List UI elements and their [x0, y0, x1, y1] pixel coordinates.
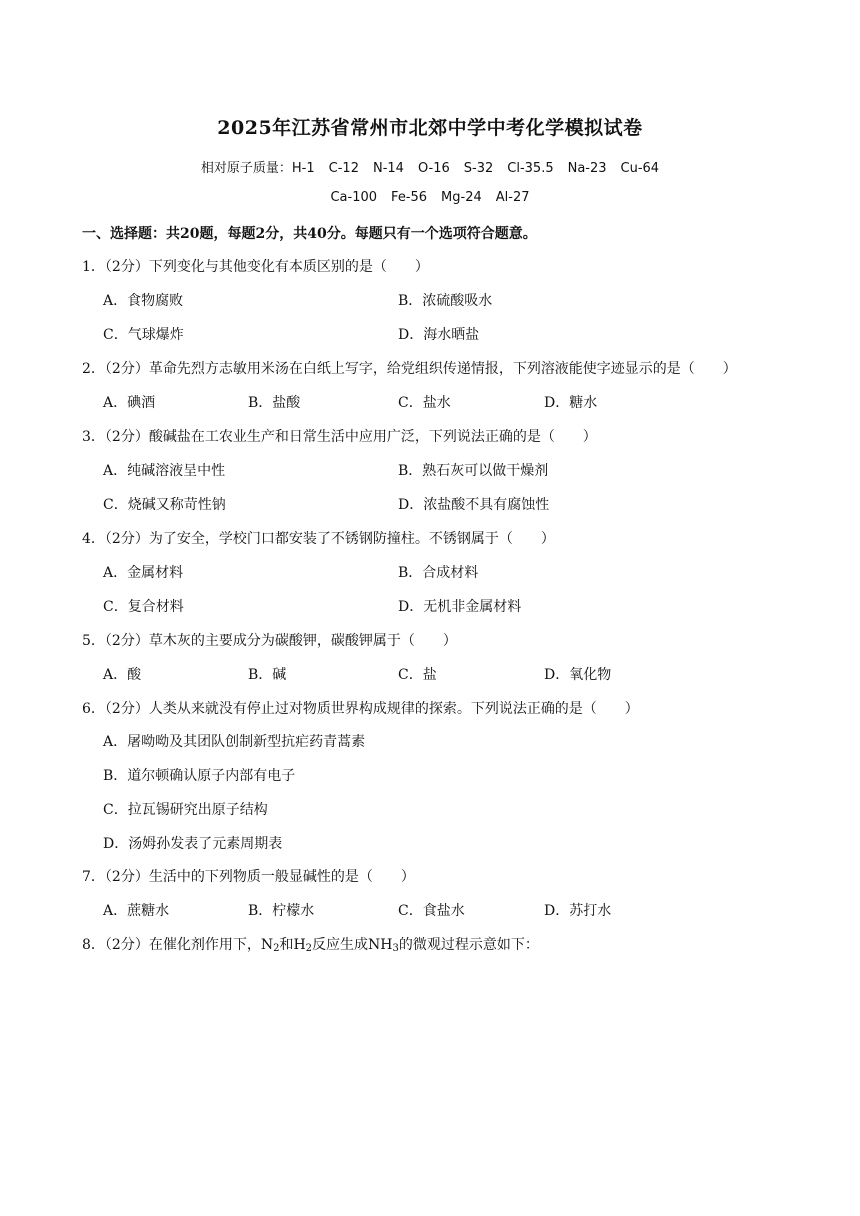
question-2-stem: 2．（2分）革命先烈方志敏用米汤在白纸上写字，给党组织传递情报，下列溶液能使字迹显示的是（ ）: [82, 361, 737, 377]
atomic-mass-item: Ca-100: [330, 190, 378, 205]
question-2-option-d: D．糖水: [544, 395, 598, 411]
question-1-option-c: C．气球爆炸: [103, 327, 184, 343]
question-4-stem: 4．（2分）为了安全，学校门口都安装了不锈钢防撞柱。不锈钢属于（ ）: [82, 531, 555, 547]
question-2-option-a: A．碘酒: [103, 395, 156, 411]
question-6-option-c: C．拉瓦锡研究出原子结构: [103, 802, 268, 818]
question-2-option-c: C．盐水: [398, 395, 451, 411]
question-5-option-b: B．碱: [248, 667, 287, 683]
question-7-option-d: D．苏打水: [544, 903, 612, 919]
question-8-text: 和H: [279, 937, 306, 953]
atomic-mass-item: C-12: [328, 161, 359, 176]
atomic-mass-item: O-16: [417, 161, 450, 176]
question-1-option-a: A．食物腐败: [103, 293, 184, 309]
atomic-mass-item: Fe-56: [391, 190, 428, 205]
question-4-option-b: B．合成材料: [398, 565, 479, 581]
atomic-mass-item: Al-27: [495, 190, 530, 205]
question-1-option-d: D．海水晒盐: [398, 327, 480, 343]
atomic-mass-label: 相对原子质量：: [200, 161, 292, 176]
question-1-stem: 1．（2分）下列变化与其他变化有本质区别的是（ ）: [82, 259, 429, 275]
atomic-mass-item: S-32: [463, 161, 494, 176]
question-7-option-c: C．食盐水: [398, 903, 465, 919]
question-4-option-c: C．复合材料: [103, 599, 184, 615]
exam-title: 2025年江苏省常州市北郊中学中考化学模拟试卷: [217, 117, 643, 139]
question-7-stem: 7．（2分）生活中的下列物质一般显碱性的是（ ）: [82, 869, 415, 885]
question-4-option-a: A．金属材料: [103, 565, 184, 581]
atomic-mass-row-2: [0, 190, 860, 205]
question-7-option-b: B．柠檬水: [248, 903, 315, 919]
question-3-stem: 3．（2分）酸碱盐在工农业生产和日常生活中应用广泛，下列说法正确的是（ ）: [82, 429, 597, 445]
atomic-mass-row-1: [0, 157, 860, 176]
question-3-option-c: C．烧碱又称苛性钠: [103, 497, 226, 513]
question-6-stem: 6．（2分）人类从来就没有停止过对物质世界构成规律的探索。下列说法正确的是（ ）: [82, 701, 639, 717]
question-5-option-a: A．酸: [103, 667, 142, 683]
atomic-mass-item: Cu-64: [620, 161, 660, 176]
question-3-option-a: A．纯碱溶液呈中性: [103, 463, 226, 479]
question-8-text: 反应生成NH: [312, 937, 393, 953]
question-6-option-d: D．汤姆孙发表了元素周期表: [103, 836, 283, 852]
subscript: 2: [305, 943, 313, 954]
subscript: 3: [392, 943, 399, 954]
question-5-option-c: C．盐: [398, 667, 437, 683]
atomic-mass-item: N-14: [372, 161, 404, 176]
atomic-mass-item: Na-23: [567, 161, 607, 176]
atomic-mass-item: Cl-35.5: [507, 161, 554, 176]
question-3-option-d: D．浓盐酸不具有腐蚀性: [398, 497, 550, 513]
question-5-option-d: D．氧化物: [544, 667, 612, 683]
atomic-mass-item: H-1: [291, 161, 315, 176]
question-4-option-d: D．无机非金属材料: [398, 599, 522, 615]
question-3-option-b: B．熟石灰可以做干燥剂: [398, 463, 549, 479]
question-2-option-b: B．盐酸: [248, 395, 301, 411]
question-7-option-a: A．蔗糖水: [103, 903, 170, 919]
question-6-option-a: A．屠呦呦及其团队创制新型抗疟药青蒿素: [103, 734, 366, 750]
question-8-stem: [82, 934, 539, 954]
question-8-text: 8．（2分）在催化剂作用下，N: [82, 937, 274, 953]
question-8-text: 的微观过程示意如下：: [398, 937, 539, 953]
question-6-option-b: B．道尔顿确认原子内部有电子: [103, 768, 296, 784]
section-heading: 一、选择题：共20题，每题2分，共40分。每题只有一个选项符合题意。: [82, 226, 537, 242]
subscript: 2: [273, 943, 280, 954]
atomic-mass-item: Mg-24: [441, 190, 482, 205]
question-5-stem: 5．（2分）草木灰的主要成分为碳酸钾，碳酸钾属于（ ）: [82, 633, 457, 649]
question-1-option-b: B．浓硫酸吸水: [398, 293, 493, 309]
